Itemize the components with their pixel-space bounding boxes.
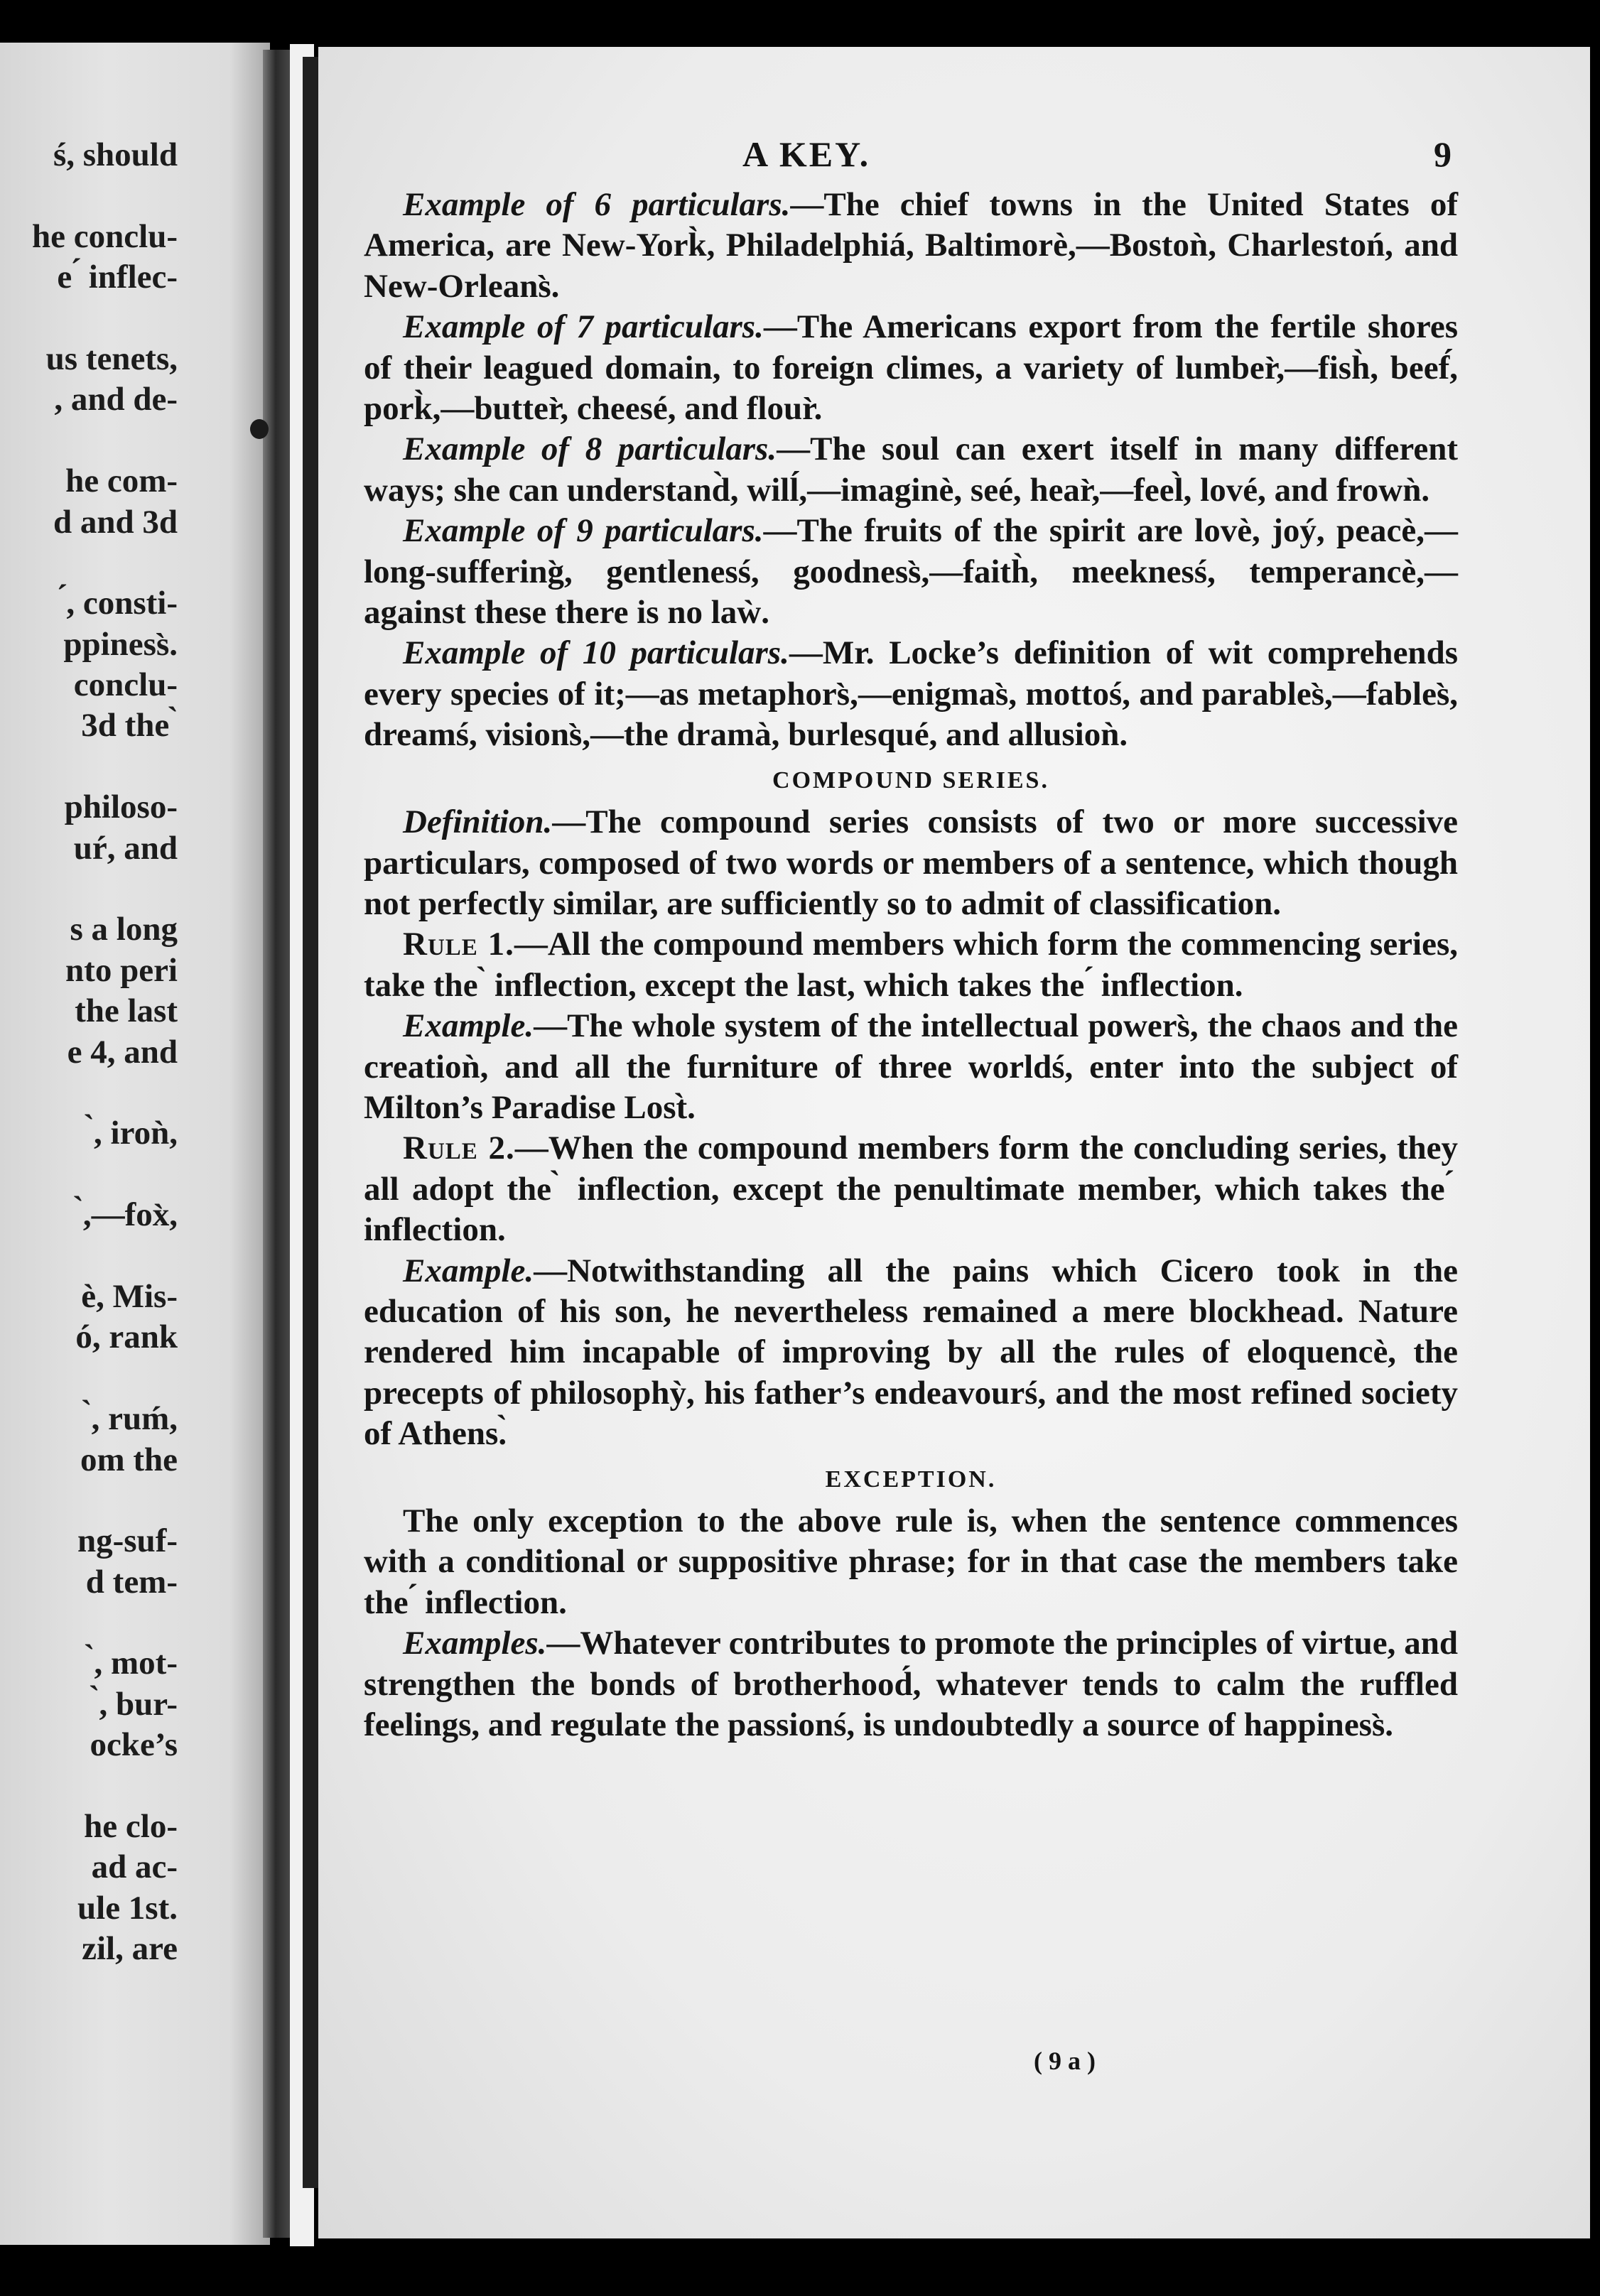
left-page-line: philoso- xyxy=(64,789,178,826)
left-page-line: , and de- xyxy=(54,381,178,418)
example-10-paragraph xyxy=(364,633,1458,755)
left-page-line: zil, are xyxy=(82,1930,178,1968)
left-page-line xyxy=(0,1603,178,1643)
ink-blot xyxy=(250,419,269,439)
rule-text: —All the compound members which form the commencing series, take the ̀ inflection, except the last, which takes the ́ inflection. xyxy=(364,926,1459,1004)
example-label: Example of 10 particulars. xyxy=(403,634,789,672)
left-page-line: ̀, bur- xyxy=(99,1685,178,1723)
left-page-line: ocke’s xyxy=(90,1726,178,1764)
left-page-line xyxy=(0,1480,178,1521)
rule-1-paragraph xyxy=(364,924,1458,1006)
definition-paragraph xyxy=(364,802,1458,924)
left-page-line: ś, should xyxy=(53,136,178,173)
left-page-line xyxy=(0,1358,178,1399)
example-label: Example of 7 particulars. xyxy=(403,308,764,346)
example-text: —The whole system of the intellectual powers̀, the chaos and the creatioǹ, and all the furniture of three worldś, enter into the subject of Milton’s Paradise Lost̀. xyxy=(364,1007,1458,1126)
left-page-line: ng-suf- xyxy=(77,1522,178,1560)
example-label: Example of 8 particulars. xyxy=(403,430,777,468)
left-page-line: ad ac- xyxy=(91,1848,178,1886)
left-page-line xyxy=(0,175,178,216)
example-label: Example. xyxy=(403,1007,534,1045)
left-page-line xyxy=(0,747,178,787)
left-page-line: uŕ, and xyxy=(73,829,178,867)
example-text: —Notwithstanding all the pains which Cicero took in the education of his son, he nevertheless remained a mere blockhead. Nature rendered him incapable of improving by all the rules of eloquencè, the precepts of philosophỳ, his father’s endeavourś, and the most refined society of Athens.̀ xyxy=(364,1252,1458,1453)
left-page-line: ̀,—fox̀, xyxy=(82,1196,178,1234)
compound-series-heading: COMPOUND SERIES. xyxy=(772,767,1049,794)
signature-mark: ( 9 a ) xyxy=(1034,2047,1096,2075)
left-page-line: ̀, ruḿ, xyxy=(91,1400,178,1438)
left-page-line xyxy=(0,869,178,909)
examples-paragraph xyxy=(364,1623,1458,1745)
page-fold-shadow xyxy=(263,50,291,2238)
left-page-line: e 4, and xyxy=(67,1033,178,1071)
left-page-line: ó, rank xyxy=(75,1318,178,1356)
left-page-text xyxy=(0,135,178,1970)
example-8-paragraph xyxy=(364,429,1458,511)
left-page-line: 3d the ̀ xyxy=(81,707,178,744)
left-page-line: ̀, mot- xyxy=(94,1645,178,1682)
examples-text: —Whatever contributes to promote the principles of virtue, and strengthen the bonds of brotherhood́, whatever tends to calm the ruffled feelings, and regulate the passionś, is undoubtedly a source of happiness̀. xyxy=(364,1625,1458,1744)
left-page-line xyxy=(0,421,178,461)
rule-2-example-paragraph xyxy=(364,1251,1458,1455)
left-page-line: he conclu- xyxy=(32,217,178,255)
left-page-line: the last xyxy=(75,992,178,1030)
left-page-line: e ́ inflec- xyxy=(57,259,178,296)
rule-label: Rule 1. xyxy=(403,926,514,963)
left-page-line xyxy=(0,1766,178,1807)
example-9-paragraph xyxy=(364,511,1458,633)
left-page-line xyxy=(0,1073,178,1113)
rule-1-example-paragraph xyxy=(364,1006,1458,1128)
left-page-line: nto peri xyxy=(65,951,178,989)
left-page-line: he com- xyxy=(65,462,178,500)
rule-2-paragraph xyxy=(364,1128,1458,1250)
left-page-line xyxy=(0,1236,178,1277)
definition-text: —The compound series consists of two or more successive particulars, composed of two words or members of a sentence, which though not perfectly similar, are sufficiently so to admit of classification. xyxy=(364,803,1458,922)
example-text: —The chief towns in the United States of America, are New-York̀, Philadelphiá, Baltimorè,—Bostoǹ, Charlestoń, and New-Orleans̀. xyxy=(364,186,1458,305)
left-page-line: he clo- xyxy=(84,1808,178,1846)
example-6-paragraph xyxy=(364,185,1458,307)
left-page-line: us tenets, xyxy=(45,340,178,377)
left-page-line: om the xyxy=(80,1441,178,1478)
page-body xyxy=(364,185,1458,1745)
left-page-line: ppiness̀. xyxy=(63,625,178,663)
rule-label: Rule 2. xyxy=(403,1130,515,1167)
left-page-line xyxy=(0,1154,178,1195)
left-page-line: ́, consti- xyxy=(66,585,178,622)
example-label: Example. xyxy=(403,1252,534,1289)
left-page-line: ule 1st. xyxy=(77,1889,178,1927)
page-header xyxy=(0,134,1600,176)
definition-label: Definition. xyxy=(403,803,553,841)
left-page-line: è, Mis- xyxy=(81,1277,178,1315)
running-head: A KEY. xyxy=(742,134,871,174)
exception-paragraph: The only exception to the above rule is, when the sentence commences with a conditional or suppositive phrase; for in that case the members take the ́ inflection. xyxy=(364,1502,1458,1621)
left-page-line: d and 3d xyxy=(53,503,178,541)
example-text: —The Americans export from the fertile shores of their leagued domain, to foreign climes, a variety of lumber̀,—fish̀, beef́, pork̀,—butter̀, cheesé, and flour̀. xyxy=(364,308,1458,428)
page-number: 9 xyxy=(1434,134,1452,174)
examples-label: Examples. xyxy=(403,1625,547,1662)
left-page-line: ̀, iroǹ, xyxy=(94,1115,178,1152)
example-text: —Mr. Locke’s definition of wit comprehends every species of it;—as metaphors̀,—enigmas̀, mottoś, and parables̀,—fables̀, dreamś, visions̀,—the dramà, burlesqué, and allusioǹ. xyxy=(364,634,1458,754)
rule-text: —When the compound members form the concluding series, they all adopt the ̀ inflection, except the penultimate member, which takes the ́ inflection. xyxy=(364,1130,1459,1249)
example-text: —The soul can exert itself in many different ways; she can understand̀, wilĺ,—imaginè, seé, hear̀,—feel̀, lové, and frowǹ. xyxy=(364,430,1458,509)
left-page-line: conclu- xyxy=(73,666,178,704)
example-7-paragraph xyxy=(364,307,1458,429)
left-page-line: d tem- xyxy=(85,1563,178,1601)
example-label: Example of 9 particulars. xyxy=(403,512,764,550)
exception-heading: EXCEPTION. xyxy=(825,1466,997,1493)
left-page-line: s a long xyxy=(70,911,178,948)
example-text: —The fruits of the spirit are lovè, joý, peacè,—long-suffering̀, gentlenesś, goodness̀,—faith̀, meeknesś, temperancè,—against these there is no laẁ. xyxy=(364,512,1458,632)
example-label: Example of 6 particulars. xyxy=(403,186,791,223)
left-page-line xyxy=(0,298,178,339)
left-page-line xyxy=(0,543,178,583)
book-spine xyxy=(303,57,318,2188)
